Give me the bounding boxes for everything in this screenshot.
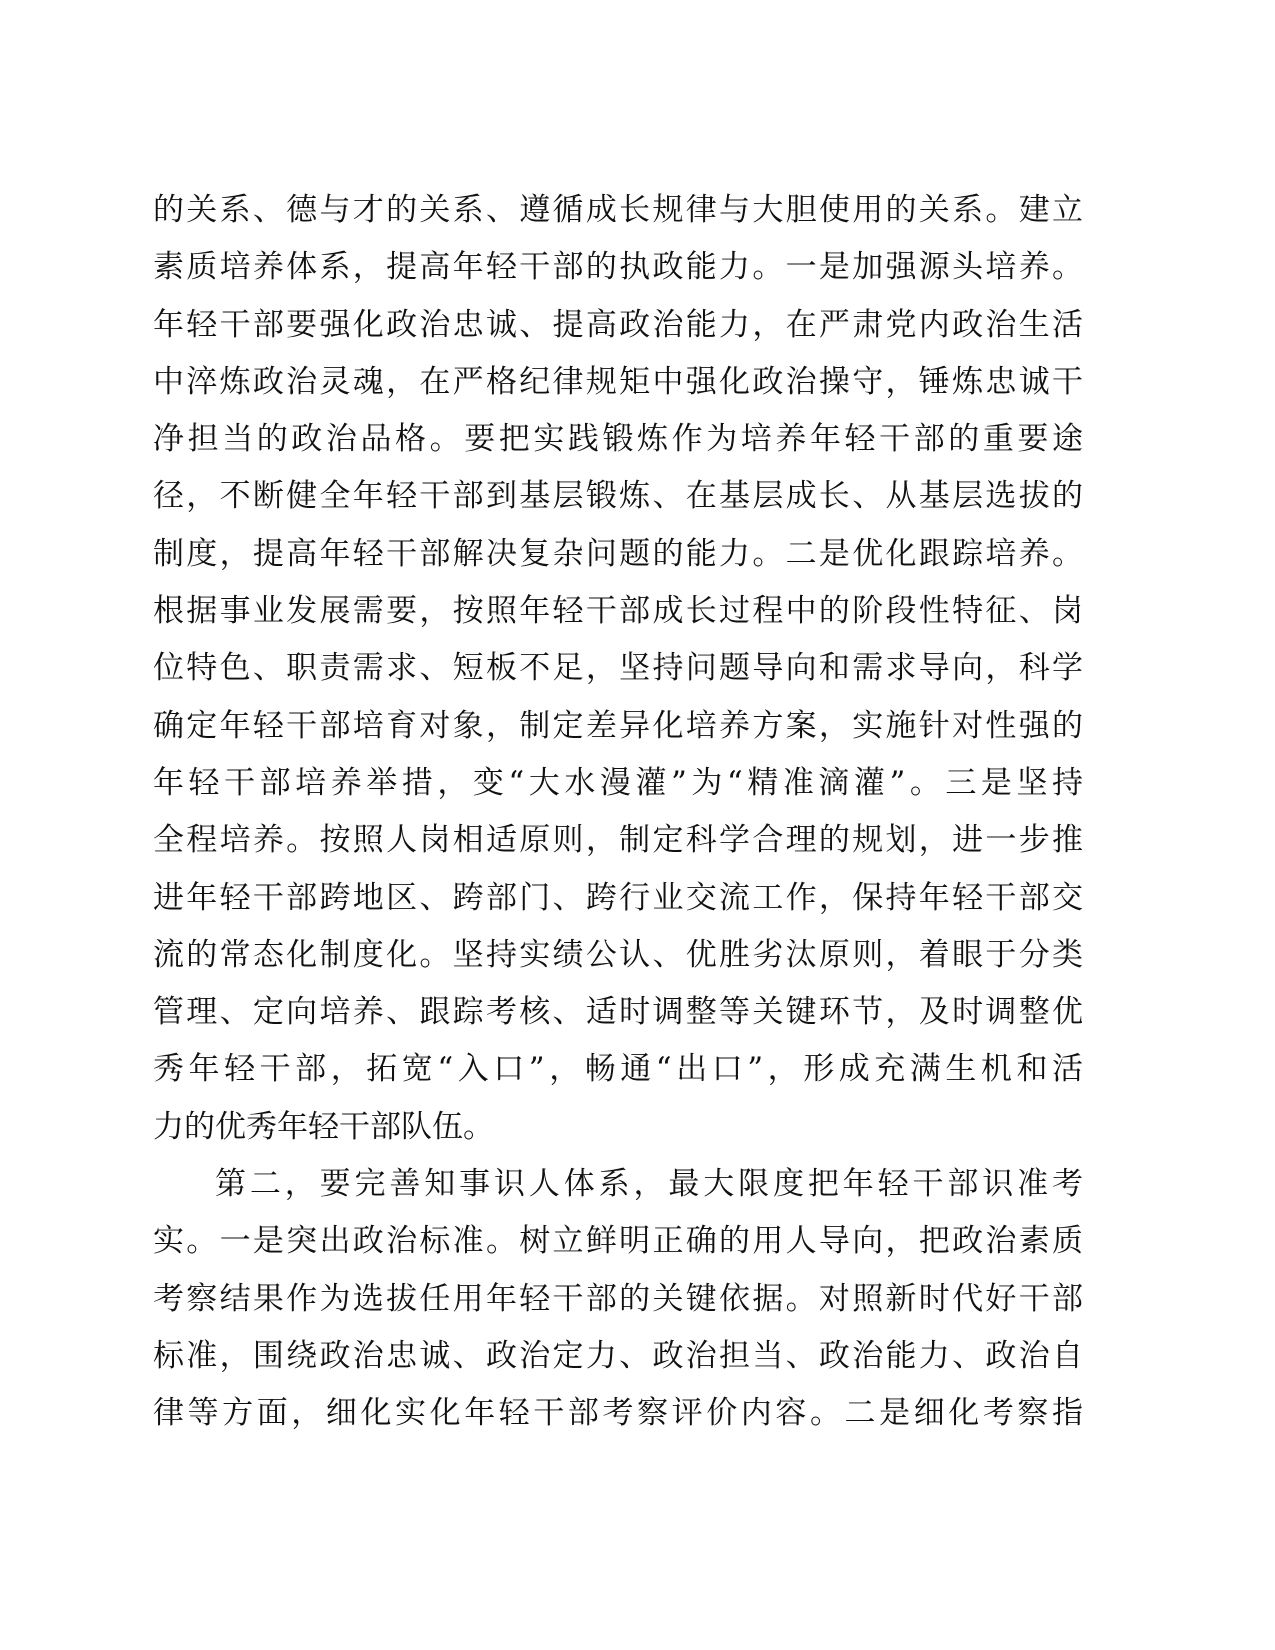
text-line: 净担当的政治品格。要把实践锻炼作为培养年轻干部的重要途: [153, 421, 1083, 458]
text-line: 中淬炼政治灵魂，在严格纪律规矩中强化政治操守，锤炼忠诚干: [153, 363, 1083, 400]
text-line: 管理、定向培养、跟踪考核、适时调整等关键环节，及时调整优: [153, 994, 1083, 1031]
text-line: 径，不断健全年轻干部到基层锻炼、在基层成长、从基层选拔的: [153, 478, 1083, 515]
text-line: 根据事业发展需要，按照年轻干部成长过程中的阶段性特征、岗: [153, 593, 1083, 630]
text-line: 的关系、德与才的关系、遵循成长规律与大胆使用的关系。建立: [153, 192, 1083, 228]
text-line: 标准，围绕政治忠诚、政治定力、政治担当、政治能力、政治自: [153, 1337, 1083, 1374]
text-line: 年轻干部培养举措，变“大水漫灌”为“精准滴灌”。三是坚持: [153, 764, 1083, 801]
text-line: 年轻干部要强化政治忠诚、提高政治能力，在严肃党内政治生活: [153, 306, 1083, 343]
text-line: 第二，要完善知事识人体系，最大限度把年轻干部识准考: [215, 1166, 1083, 1203]
text-line: 制度，提高年轻干部解决复杂问题的能力。二是优化跟踪培养。: [153, 535, 1083, 572]
text-line: 素质培养体系，提高年轻干部的执政能力。一是加强源头培养。: [153, 249, 1083, 286]
body-text: [153, 182, 1083, 1443]
text-line: 考察结果作为选拔任用年轻干部的关键依据。对照新时代好干部: [153, 1280, 1083, 1317]
text-line: 全程培养。按照人岗相适原则，制定科学合理的规划，进一步推: [153, 822, 1083, 859]
text-line: 律等方面，细化实化年轻干部考察评价内容。二是细化考察指: [153, 1395, 1083, 1432]
text-line: 位特色、职责需求、短板不足，坚持问题导向和需求导向，科学: [153, 650, 1083, 687]
text-line: 确定年轻干部培育对象，制定差异化培养方案，实施针对性强的: [153, 707, 1083, 744]
text-line: 进年轻干部跨地区、跨部门、跨行业交流工作，保持年轻干部交: [153, 879, 1083, 916]
text-line: 实。一是突出政治标准。树立鲜明正确的用人导向，把政治素质: [153, 1223, 1083, 1260]
text-line: 秀年轻干部，拓宽“入口”，畅通“出口”，形成充满生机和活: [153, 1051, 1083, 1088]
text-line: 流的常态化制度化。坚持实绩公认、优胜劣汰原则，着眼于分类: [153, 936, 1083, 973]
text-line: 力的优秀年轻干部队伍。: [153, 1108, 494, 1145]
